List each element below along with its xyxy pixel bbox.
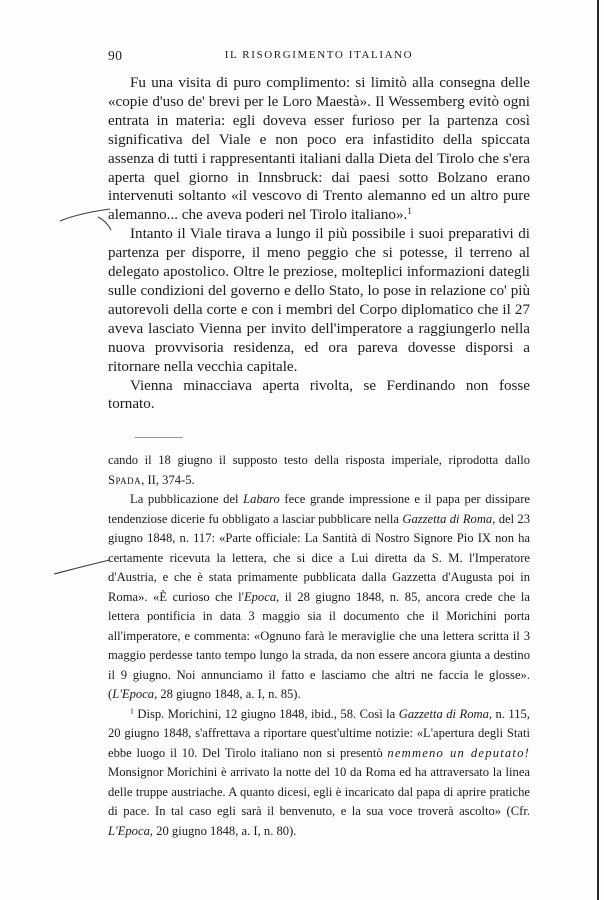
- note-text: , 20 giugno 1848, a. I, n. 80).: [149, 823, 297, 838]
- note-author: Spada: [108, 472, 142, 487]
- note-text: , il 28 giugno 1848, n. 85, ancora crede che la lettera pontificia in data 3 maggio sia il documento che il Morichini porta all'imperatore, e commenta: «Ognuno farà le meraviglie che una lettera scritta il 3 maggio perdesse tanto tempo lungo la strada, da non essere ancora giunta a destino il 9 giugno. Noi annunciamo il fatto e lasciamo che altri ne faccia le glosse». (: [108, 589, 530, 701]
- pencil-mark-upper: [58, 202, 118, 234]
- footnote-labaro: [108, 490, 530, 705]
- footnotes: [108, 451, 530, 841]
- note-text: fece grande impressione e il papa per dissipare tendenziose dicerie fu obbligato a lasciar pubblicare nella: [108, 492, 530, 526]
- note-title: Gazzetta di Roma: [398, 706, 489, 721]
- note-title: Gazzetta di Roma: [402, 511, 493, 526]
- footnote-ref: 1: [407, 207, 412, 218]
- note-text: , 28 giugno 1848, a. I, n. 85).: [154, 687, 301, 701]
- note-text: , n. 115, 20 giugno 1848, s'affrettava a riportare quest'ultime notizie: «L'apertura degli Stati ebbe luogo il 10. Del Tirolo italiano non si presentò: [108, 706, 530, 760]
- note-emphasis: nemmeno un deputato!: [387, 745, 531, 760]
- footnote-continuation: [108, 451, 530, 490]
- paragraph-visit-text: Fu una visita di puro complimento: si limitò alla consegna delle «copie d'uso de' brevi per le Loro Maestà». Il Wessemberg evitò ogni entrata in materia: egli doveva esser furioso per la partenza così significativa del Viale e non poco era infastidito della spiccata assenza di tutti i rappresentanti italiani dalla Dieta del Tirolo che s'era aperta quel giorno in Innsbruck: dai paesi sotto Bolzano erano intervenuti soltanto «il vescovo di Trento alemanno ed un altro pure alemanno... che aveva poderi nel Tirolo italiano».: [108, 75, 530, 224]
- note-title: L'Epoca: [112, 687, 155, 701]
- footnote-separator: [135, 437, 183, 438]
- note-text: La pubblicazione del: [130, 492, 239, 506]
- running-title: IL RISORGIMENTO ITALIANO: [224, 49, 414, 61]
- footnote-number: 1: [130, 706, 134, 716]
- main-text: [108, 74, 530, 414]
- paragraph-preparations: Intanto il Viale tirava a lungo il più possibile i suoi preparativi di partenza per disporre, il meno peggio che si potesse, il terreno al delegato apostolico. Oltre le preziose, molteplici informazioni dategli sulle condizioni del governo e dello Stato, lo pose in relazione co' più autorevoli della corte e con i membri del Corpo diplomatico che il 27 aveva lasciato Vienna per invito dell'imperatore a raggiungerlo nella nuova provvisoria residenza, ed ora pareva dovesse disporsi a ritornare nella vecchia capitale.: [108, 226, 530, 375]
- note-title: Epoca: [243, 589, 277, 604]
- note-title: L'Epoca: [108, 823, 150, 838]
- paragraph-visit: [108, 74, 530, 225]
- pencil-mark-lower: [52, 556, 114, 580]
- note-text: Disp. Morichini, 12 giugno 1848, ibid., 58. Così la: [137, 706, 396, 721]
- note-text: cando il 18 giugno il supposto testo della risposta imperiale, riprodotta dallo: [108, 453, 530, 467]
- scan-edge: [597, 0, 599, 900]
- note-text: , II, 374-5.: [141, 472, 195, 487]
- note-text: , del 23 giugno 1848, n. 117: «Parte officiale: La Santità di Nostro Signore Pio IX non ha certamente ricevuta la lettera, che si dice a Lui diretta da S. M. l'Imperatore d'Austria, e che è stata primamente pubblicata dalla Gazzetta d'Augusta poi in Roma». «È curioso che l': [108, 511, 530, 604]
- paragraph-vienna: Vienna minacciava aperta rivolta, se Ferdinando non fosse tornato.: [108, 377, 530, 413]
- page-number: 90: [108, 48, 123, 63]
- note-text: Monsignor Morichini è arrivato la notte del 10 da Roma ed ha attraversato la linea delle truppe austriache. A quanto dicesi, egli è incaricato dal papa di aprire pratiche di pace. In tal caso egli sarà il benvenuto, e la sua voce troverà ascolto» (Cfr.: [108, 765, 530, 818]
- footnote-1: [108, 705, 530, 842]
- note-title: Labaro: [243, 492, 280, 506]
- page-header: [108, 48, 530, 68]
